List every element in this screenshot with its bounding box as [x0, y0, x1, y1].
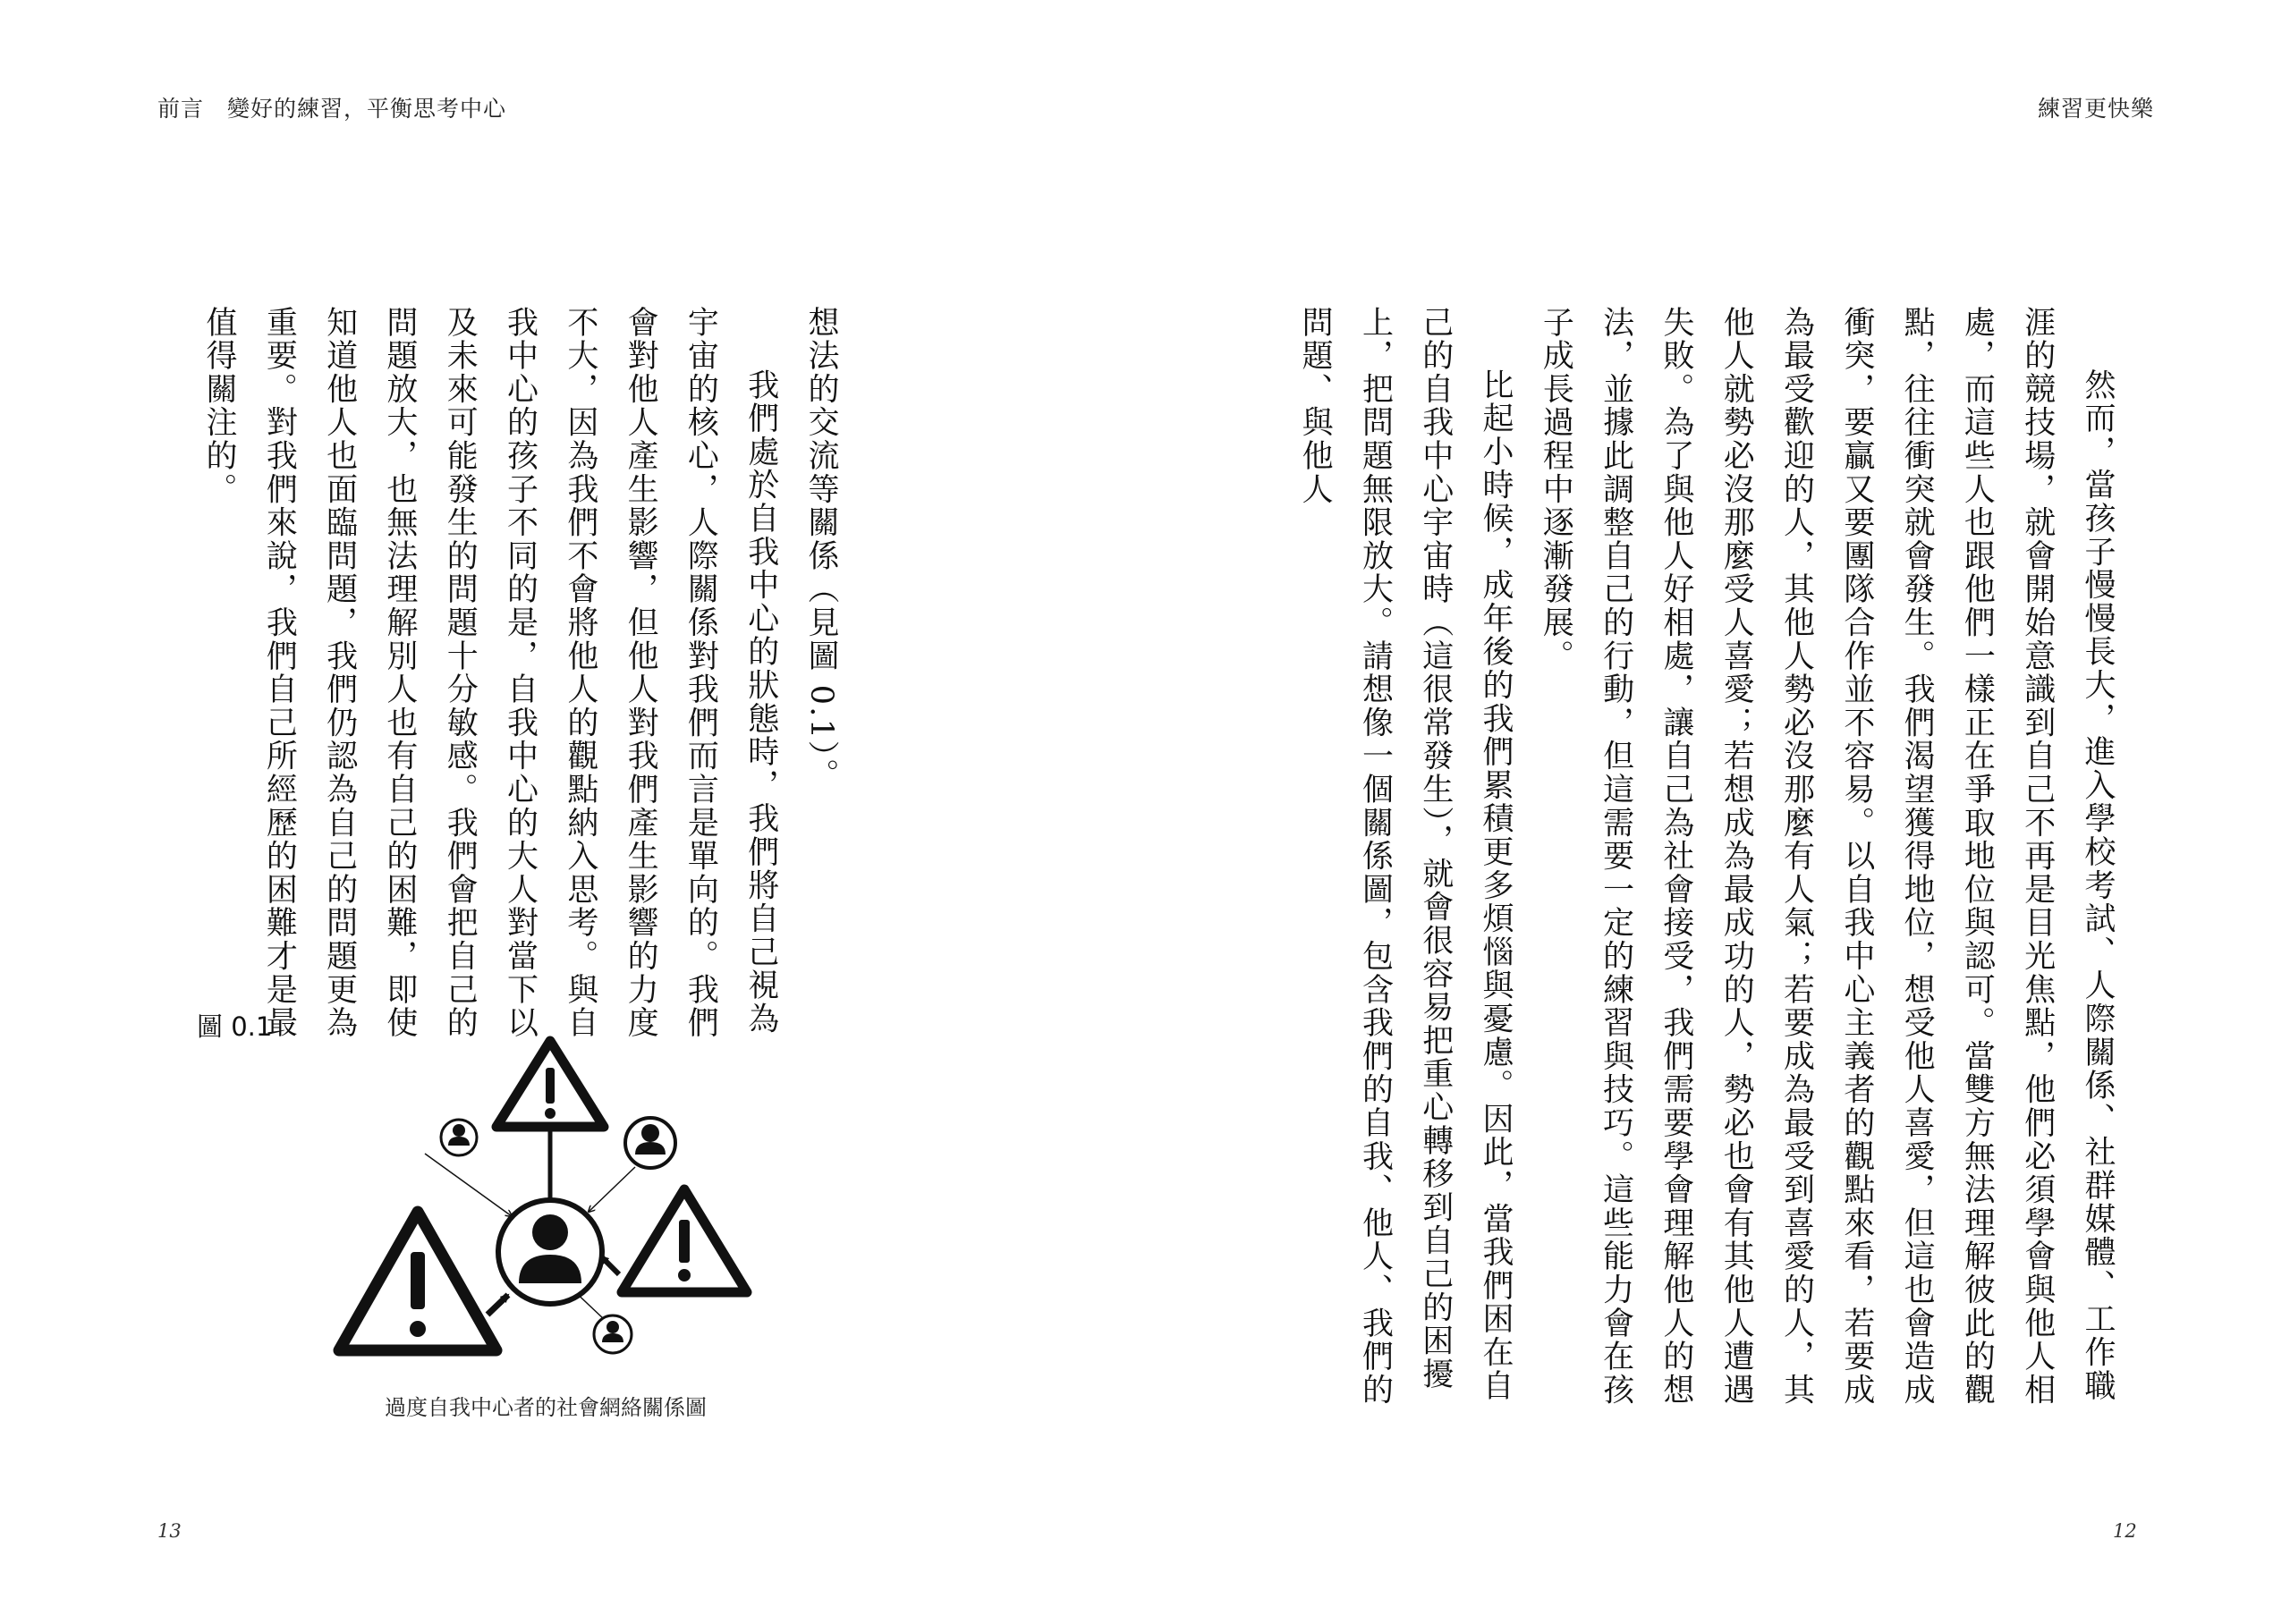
warning-triangle-icon	[496, 1041, 604, 1127]
paragraph: 比起小時候，成年後的我們累積更多煩惱與憂慮。因此，當我們困在自己的自我中心宇宙時（這很常發生），就會很容易把重心轉移到自己的困擾上，把問題無限放大。請想像一個關係圖，包含我們的自我、他人、我們的問題、與他人	[1297, 306, 1514, 1407]
left-page-body	[187, 306, 851, 1048]
paragraph: 我們處於自我中心的狀態時，我們將自己視為宇宙的核心，人際關係對我們而言是單向的。我們會對他人產生影響，但他人對我們產生影響的力度不大，因為我們不會將他人的觀點納入思考。與自我中心的孩子不同的是，自我中心的大人對當下以及未來可能發生的問題十分敏感。我們會把自己的問題放大，也無法理解別人也有自己的困難，即使知道他人也面臨問題，我們仍認為自己的問題更為重要。對我們來說，我們自己所經歷的困難才是最值得關注的。	[201, 306, 779, 1040]
page-number-left: 13	[157, 1520, 182, 1542]
social-network-diagram	[322, 1028, 769, 1368]
running-head-left: 前言 變好的練習，平衡思考中心	[157, 96, 507, 122]
page-number-right: 12	[2113, 1520, 2137, 1542]
figure-caption: 過度自我中心者的社會網絡關係圖	[385, 1395, 707, 1420]
paragraph: 然而，當孩子慢慢長大，進入學校考試、人際關係、社群媒體、工作職涯的競技場，就會開始意識到自己不再是目光焦點，他們必須學會與他人相處，而這些人也跟他們一樣正在爭取地位與認可。當雙方無法理解彼此的觀點，往往衝突就會發生。我們渴望獲得地位，想受他人喜愛，但這也會造成衝突，要贏又要團隊合作並不容易。以自我中心主義者的觀點來看，若要成為最受歡迎的人，其他人勢必沒那麼有人氣；若要成為最受到喜愛的人，其他人就勢必沒那麼受人喜愛；若想成為最成功的人，勢必也會有其他人遭遇失敗。為了與他人好相處，讓自己為社會接受，我們需要學會理解他人的想法，並據此調整自己的行動，但這需要一定的練習與技巧。這些能力會在孩子成長過程中逐漸發展。	[1538, 306, 2116, 1407]
paragraph: 想法的交流等關係（見圖 0.1）。	[803, 306, 839, 792]
figure-label: 圖 0.1	[197, 1011, 273, 1042]
right-page-body	[1297, 306, 2127, 1433]
warning-triangle-icon	[622, 1189, 747, 1292]
person-icon	[441, 1120, 477, 1155]
person-icon	[625, 1118, 675, 1168]
diagram-svg	[322, 1028, 769, 1368]
running-head-right: 練習更快樂	[2037, 96, 2154, 122]
center-person-icon	[498, 1200, 602, 1304]
warning-triangle-icon	[339, 1212, 496, 1350]
person-icon	[594, 1315, 632, 1353]
